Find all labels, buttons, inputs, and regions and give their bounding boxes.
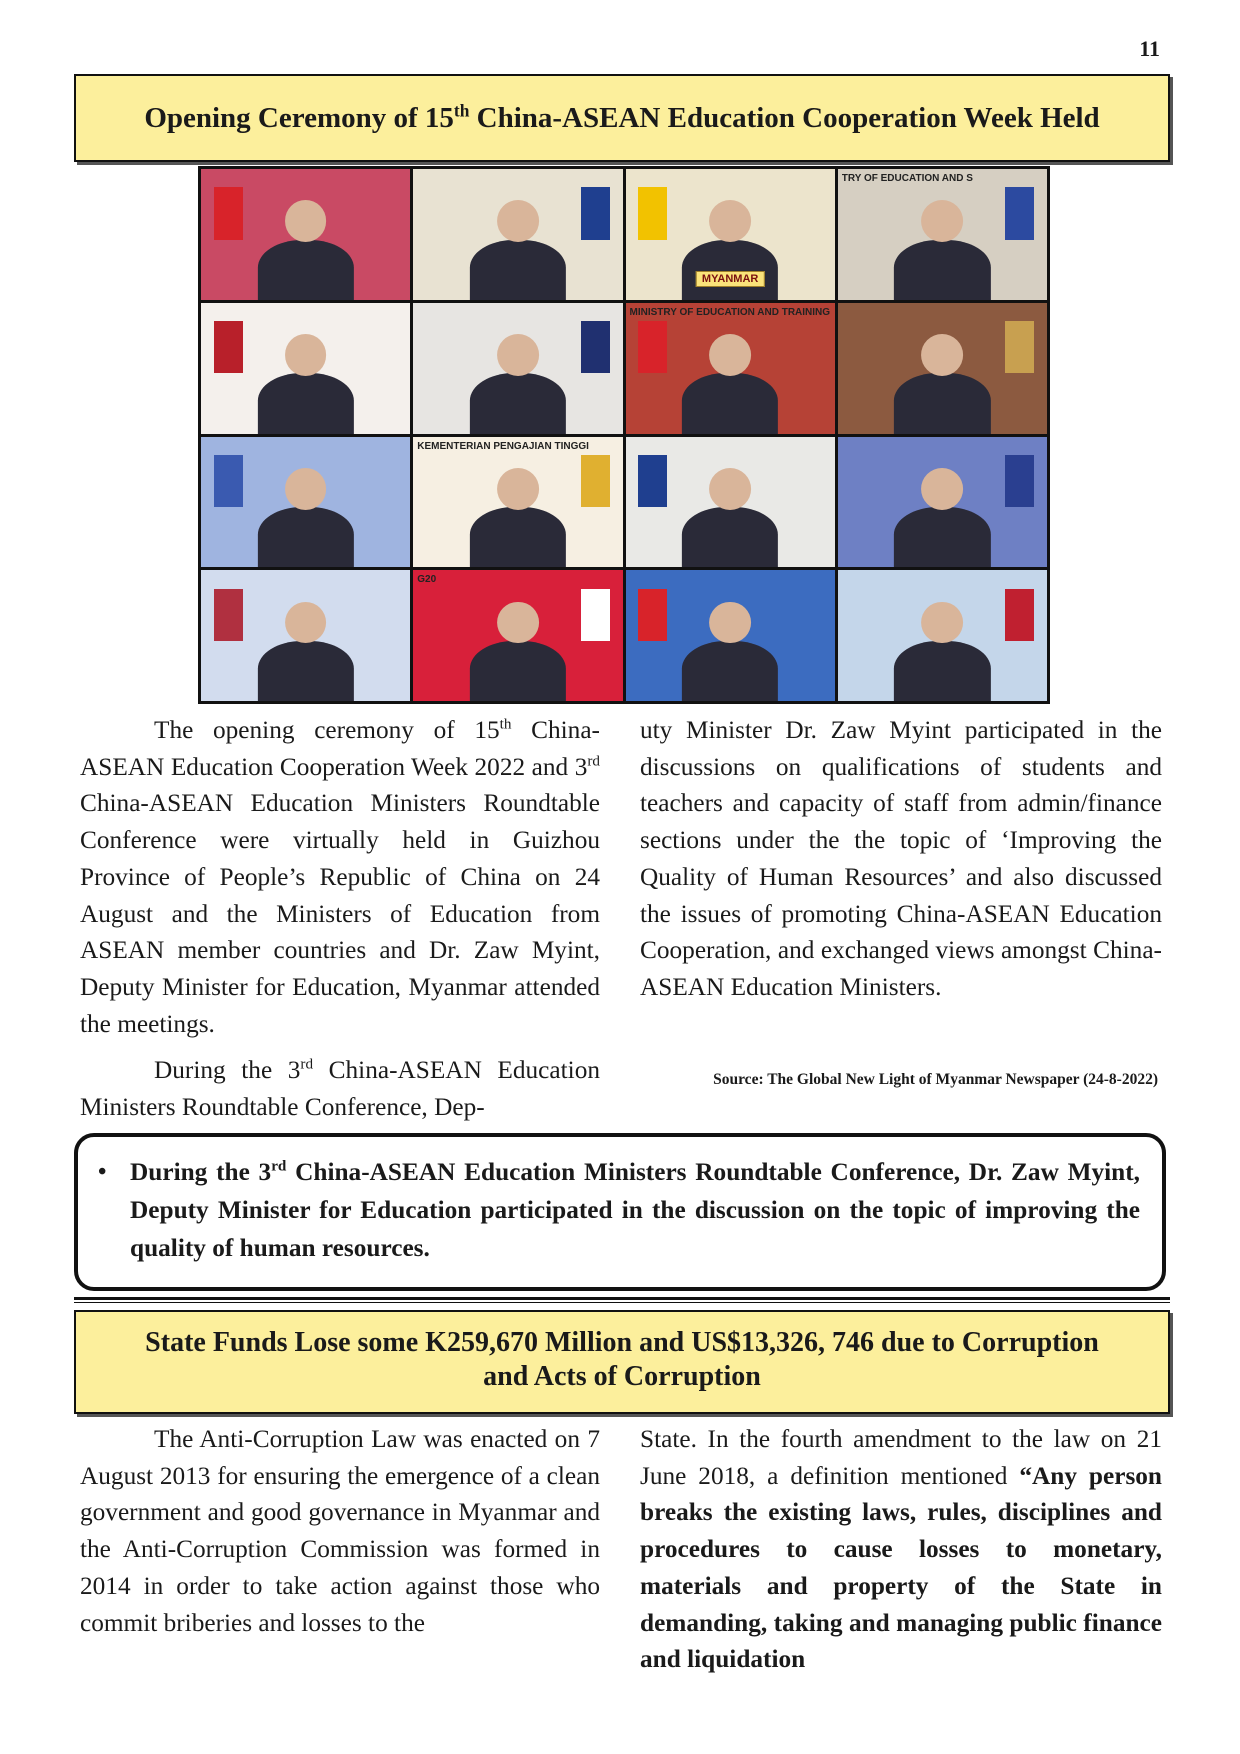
- key-point-box: • During the 3rd China-ASEAN Education Ministers Roundtable Conference, Dr. Zaw Myint, Deputy Minister for Education participated in the discussion on the topic of improving the quality of human resources.: [74, 1133, 1166, 1291]
- conference-tile: [838, 169, 1047, 300]
- person-head: [497, 468, 539, 510]
- conference-tile: [626, 169, 835, 300]
- person-head: [285, 468, 327, 510]
- flag-icon: [638, 187, 667, 239]
- person-figure: [470, 240, 566, 300]
- article1-paragraph-1: The opening ceremony of 15th China-ASEAN Education Cooperation Week 2022 and 3rd China-ASEAN Education Ministers Roundtable Conference were virtually held in Guizhou Province of People’s Republic of China on 24 August and the Ministers of Education from ASEAN member countries and Dr. Zaw Myint, Deputy Minister for Education, Myanmar attended the meetings.: [80, 715, 600, 1038]
- flag-icon: [581, 455, 610, 507]
- article2-paragraph-1: The Anti-Corruption Law was enacted on 7 August 2013 for ensuring the emergence of a clean government and good governance in Myanmar and the Anti-Corruption Commission was formed in 2014 in order to take action against those who commit briberies and losses to the: [80, 1425, 600, 1637]
- person-figure: [258, 373, 354, 433]
- person-figure: [894, 373, 990, 433]
- title-text-rest: China-ASEAN Education Cooperation Week Held: [469, 102, 1100, 134]
- conference-tile: [413, 303, 622, 434]
- person-head: [285, 200, 327, 242]
- person-figure: [682, 641, 778, 701]
- tile-banner-text: G20: [417, 574, 437, 586]
- tile-banner-text: TRY OF EDUCATION AND S: [841, 173, 973, 184]
- person-head: [709, 602, 751, 644]
- flag-icon: [638, 589, 667, 641]
- title-text: Opening Ceremony of 15: [144, 102, 454, 134]
- bullet-icon: •: [98, 1159, 107, 1185]
- article1-paragraph-2: During the 3rd China-ASEAN Education Ministers Roundtable Conference, Dep-: [80, 1055, 600, 1122]
- person-figure: [258, 240, 354, 300]
- person-figure: [470, 507, 566, 567]
- tile-banner-text: KEMENTERIAN PENGAJIAN TINGGI: [417, 440, 589, 452]
- conference-tile: [838, 303, 1047, 434]
- conference-tile: [626, 437, 835, 568]
- name-plate: MYANMAR: [696, 271, 764, 287]
- person-head: [285, 334, 327, 376]
- person-figure: [258, 507, 354, 567]
- conference-tile: [626, 570, 835, 701]
- person-head: [497, 334, 539, 376]
- conference-tile: [838, 437, 1047, 568]
- person-head: [285, 602, 327, 644]
- person-figure: [682, 507, 778, 567]
- section-divider: [74, 1297, 1170, 1303]
- flag-icon: [581, 589, 610, 641]
- flag-icon: [214, 187, 243, 239]
- flag-icon: [1005, 589, 1034, 641]
- person-figure: [894, 240, 990, 300]
- conference-tile: [413, 570, 622, 701]
- flag-icon: [1005, 455, 1034, 507]
- article1-left-column: [80, 712, 600, 1126]
- conference-tile: [838, 570, 1047, 701]
- person-figure: [894, 641, 990, 701]
- person-figure: [470, 641, 566, 701]
- person-head: [921, 334, 963, 376]
- flag-icon: [638, 321, 667, 373]
- flag-icon: [1005, 321, 1034, 373]
- conference-tile: [201, 570, 410, 701]
- person-figure: [470, 373, 566, 433]
- conference-tile: [201, 169, 410, 300]
- conference-tile: [413, 437, 622, 568]
- person-head: [709, 468, 751, 510]
- person-head: [921, 602, 963, 644]
- conference-tile: [413, 169, 622, 300]
- person-head: [709, 334, 751, 376]
- person-head: [709, 200, 751, 242]
- title-superscript: th: [453, 100, 470, 121]
- flag-icon: [581, 187, 610, 239]
- flag-icon: [214, 321, 243, 373]
- flag-icon: [581, 321, 610, 373]
- person-figure: [894, 507, 990, 567]
- flag-icon: [638, 455, 667, 507]
- person-figure: [682, 373, 778, 433]
- conference-tile: [626, 303, 835, 434]
- person-head: [497, 200, 539, 242]
- person-figure: [682, 240, 778, 300]
- article2-paragraph-1-continued: State. In the fourth amendment to the law on 21 June 2018, a definition mentioned “Any person breaks the existing laws, rules, disciplines and procedures to cause losses to monetary, materials and property of the State in demanding, taking and managing public finance and liquidation: [640, 1425, 1163, 1674]
- article1-paragraph-2-continued: uty Minister Dr. Zaw Myint participated in the discussions on qualifications of students and teachers and capacity of staff from admin/finance sections under the the topic of ‘Improving the Quality of Human Resources’ and also discussed the issues of promoting China-ASEAN Education Cooperation, and exchanged views amongst China-ASEAN Education Ministers.: [640, 716, 1162, 1001]
- person-head: [921, 468, 963, 510]
- person-head: [921, 200, 963, 242]
- tile-banner-text: MINISTRY OF EDUCATION AND TRAINING: [629, 306, 831, 318]
- conference-tile: [201, 303, 410, 434]
- video-conference-photo: [198, 166, 1050, 704]
- article2-left-column: [80, 1421, 600, 1641]
- person-figure: [258, 641, 354, 701]
- article-title-education-week: [74, 74, 1170, 162]
- article-title-state-funds: State Funds Lose some K259,670 Million and US$13,326, 746 due to Corruption and Acts of Corruption: [74, 1310, 1170, 1414]
- flag-icon: [1005, 187, 1034, 239]
- conference-tile: [201, 437, 410, 568]
- person-head: [497, 602, 539, 644]
- flag-icon: [214, 589, 243, 641]
- article1-right-column: [640, 712, 1162, 1006]
- flag-icon: [214, 455, 243, 507]
- page-number: 11: [1139, 36, 1160, 61]
- source-citation: Source: The Global New Light of Myanmar Newspaper (24-8-2022): [713, 1071, 1158, 1088]
- article2-right-column: [640, 1421, 1162, 1678]
